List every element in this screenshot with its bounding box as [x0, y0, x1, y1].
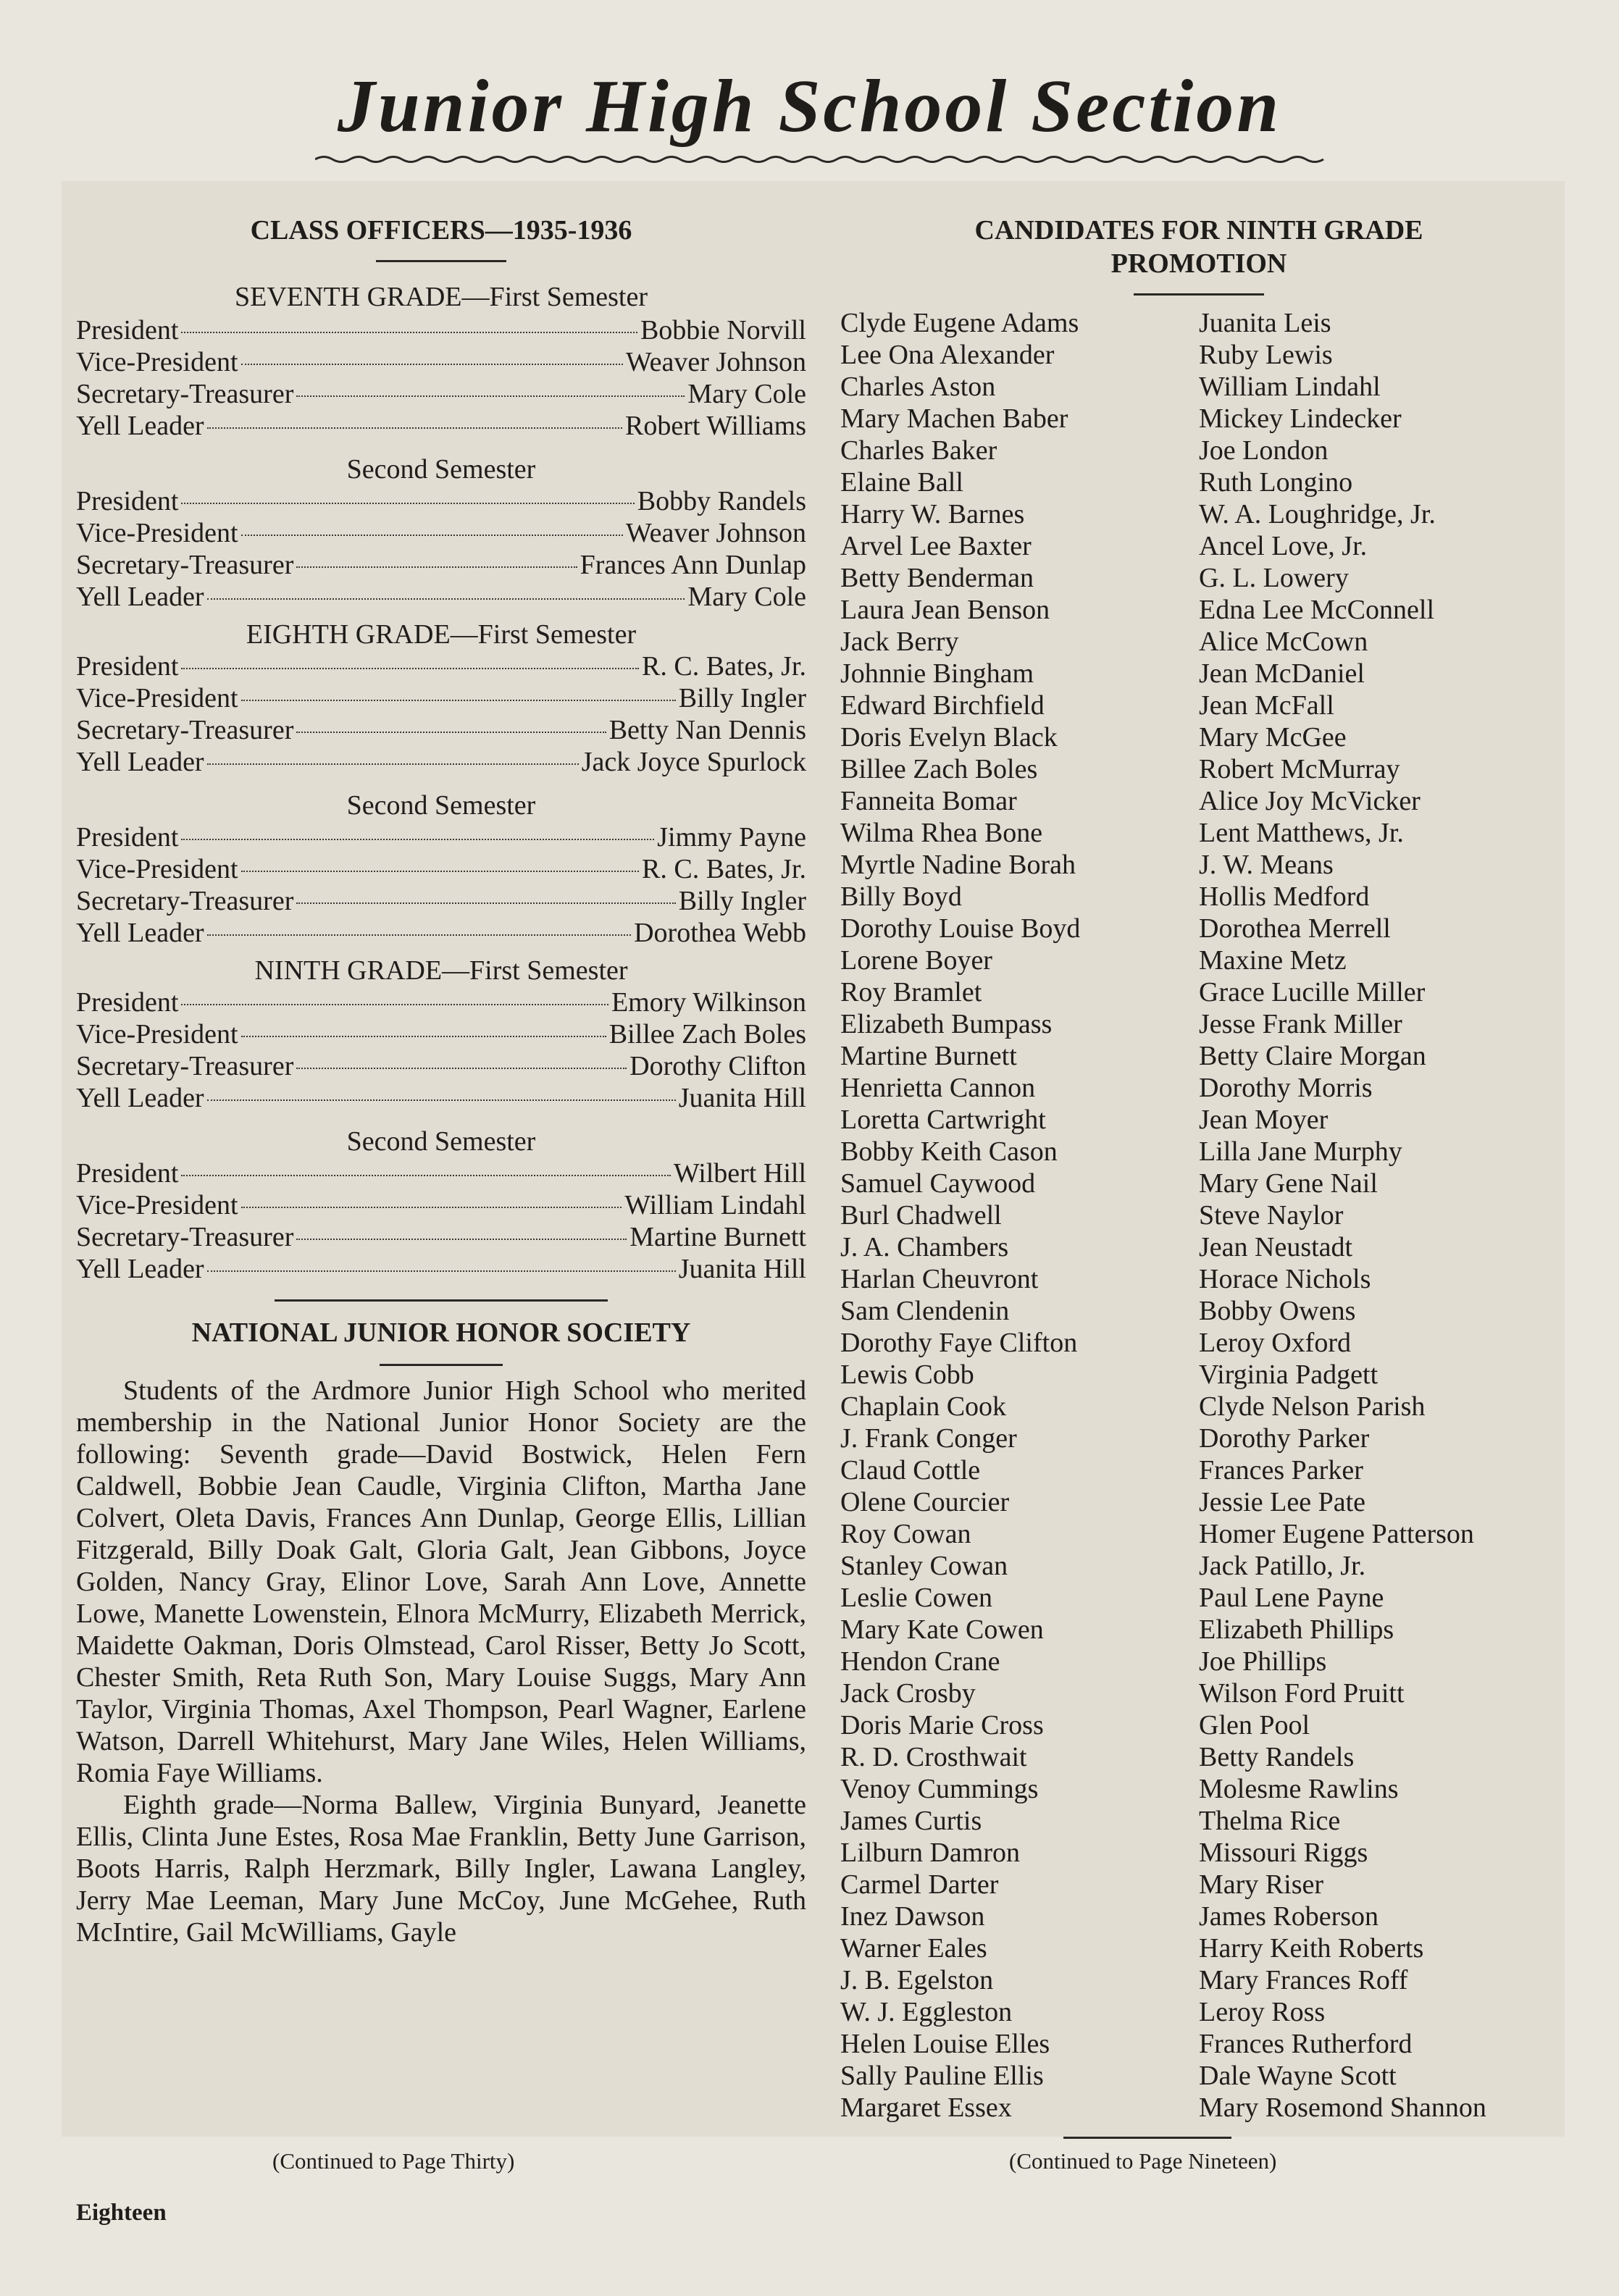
candidate-name: Sam Clendenin [840, 1296, 1010, 1326]
officer-name: Frances Ann Dunlap [580, 550, 806, 580]
candidates-heading-line2: PROMOTION [1110, 248, 1287, 279]
dot-leader [241, 1207, 622, 1208]
officer-role: Vice-President [76, 1019, 238, 1049]
candidate-name: Stanley Cowan [840, 1551, 1008, 1581]
officer-role: Secretary-Treasurer [76, 886, 294, 916]
grade-semester-title: Second Semester [346, 790, 536, 821]
candidate-name: Maxine Metz [1199, 945, 1347, 976]
candidate-name: Laura Jean Benson [840, 595, 1050, 625]
officer-role: President [76, 486, 179, 516]
officer-role: Vice-President [76, 1190, 238, 1220]
officer-name: Jack Joyce Spurlock [581, 747, 806, 777]
candidate-name: Mary Machen Baber [840, 403, 1068, 434]
dot-leader [296, 566, 577, 568]
officer-name: Bobby Randels [637, 486, 806, 516]
page-title: Junior High School Section [337, 64, 1282, 148]
dot-leader [241, 364, 623, 365]
dot-leader [207, 763, 579, 765]
officer-row [76, 1253, 806, 1285]
candidate-name: Sally Pauline Ellis [840, 2061, 1044, 2091]
candidate-name: Frances Parker [1199, 1455, 1363, 1486]
candidate-name: Arvel Lee Baxter [840, 531, 1032, 561]
candidate-name: J. A. Chambers [840, 1232, 1009, 1262]
dot-leader [241, 700, 676, 701]
dot-leader [181, 668, 639, 669]
officer-row [76, 410, 806, 442]
candidate-name: Homer Eugene Patterson [1199, 1519, 1474, 1549]
title-ornament-rule [315, 152, 1329, 167]
candidate-name: Paul Lene Payne [1199, 1583, 1384, 1613]
candidate-name: Mary Kate Cowen [840, 1614, 1044, 1645]
candidate-name: Jean McDaniel [1199, 658, 1365, 689]
candidate-name: Dorothy Parker [1199, 1423, 1370, 1454]
officer-name: Bobbie Norvill [640, 315, 806, 345]
candidate-name: Clyde Nelson Parish [1199, 1391, 1426, 1422]
officer-role: President [76, 651, 179, 682]
candidate-name: J. B. Egelston [840, 1965, 994, 1995]
candidate-name: Hollis Medford [1199, 881, 1370, 912]
candidate-name: Joe Phillips [1199, 1646, 1327, 1677]
officer-role: Yell Leader [76, 1254, 204, 1284]
candidate-name: Ruby Lewis [1199, 340, 1333, 370]
officer-row [76, 885, 806, 917]
grade-semester-title: EIGHTH GRADE—First Semester [246, 619, 637, 650]
candidate-name: Loretta Cartwright [840, 1105, 1046, 1135]
candidate-name: Missouri Riggs [1199, 1838, 1368, 1868]
dot-leader [296, 1068, 627, 1069]
candidate-name: Robert McMurray [1199, 754, 1400, 784]
officer-row [76, 517, 806, 549]
officer-row [76, 378, 806, 410]
candidate-name: J. Frank Conger [840, 1423, 1017, 1454]
candidates-heading-line1: CANDIDATES FOR NINTH GRADE [974, 215, 1423, 246]
officer-row [76, 485, 806, 517]
officer-name: Martine Burnett [629, 1222, 806, 1252]
candidate-name: Steve Naylor [1199, 1200, 1344, 1231]
officer-name: Weaver Johnson [625, 518, 806, 548]
grade-semester-title: NINTH GRADE—First Semester [254, 955, 628, 986]
candidate-name: Leslie Cowen [840, 1583, 993, 1613]
officer-name: Billy Ingler [678, 886, 806, 916]
officer-name: Juanita Hill [678, 1254, 806, 1284]
candidate-name: Leroy Ross [1199, 1997, 1326, 2027]
candidate-name: Alice McCown [1199, 627, 1368, 657]
divider [1063, 2137, 1231, 2139]
officer-role: Vice-President [76, 518, 238, 548]
officer-groups [76, 281, 806, 1285]
officer-row [76, 1050, 806, 1082]
candidate-name: Alice Joy McVicker [1199, 786, 1421, 816]
officer-name: Billee Zach Boles [608, 1019, 806, 1049]
candidate-name: Charles Aston [840, 372, 996, 402]
candidate-name: Lent Matthews, Jr. [1199, 818, 1404, 848]
candidate-name: Carmel Darter [840, 1869, 999, 1900]
candidate-name: Thelma Rice [1199, 1806, 1341, 1836]
officer-name: Billy Ingler [678, 683, 806, 713]
officer-row [76, 314, 806, 346]
candidate-name: Harry W. Barnes [840, 499, 1025, 529]
candidate-name: Martine Burnett [840, 1041, 1017, 1071]
candidate-name: Jessie Lee Pate [1199, 1487, 1366, 1517]
candidate-name: Chaplain Cook [840, 1391, 1007, 1422]
honor-society-paragraph: Students of the Ardmore Junior High School who merited membership in the National Junior Honor Society are the following: Seventh grade—David Bostwick, Helen Fern Caldwell, Bobbie Jean Caudle, Virginia Clifton, Martha Jane Colvert, Oleta Davis, Frances Ann Dunlap, George Ellis, Lillian Fitzgerald, Billy Doak Galt, Gloria Galt, Jean Gibbons, Joyce Golden, Nancy Gray, Elinor Love, Sarah Ann Love, Annette Lowe, Manette Lowenstein, Elnora McMurry, Elizabeth Merrick, Maidette Oakman, Doris Olmstead, Carol Risser, Betty Jo Scott, Chester Smith, Reta Ruth Son, Mary Louise Suggs, Mary Ann Taylor, Virginia Thomas, Axel Thompson, Pearl Wagner, Earlene Watson, Darrell Whitehurst, Mary Jane Wiles, Helen Williams, Romia Faye Williams. [76, 1375, 806, 1788]
continued-note-right: (Continued to Page Nineteen) [1009, 2148, 1277, 2174]
officer-row [76, 746, 806, 778]
officer-row [76, 821, 806, 853]
officer-row [76, 714, 806, 746]
continued-note-left: (Continued to Page Thirty) [272, 2148, 515, 2174]
candidate-name: Edward Birchfield [840, 690, 1045, 721]
divider [1134, 293, 1264, 296]
officer-name: Dorothea Webb [634, 918, 806, 948]
candidates-column-2 [1199, 307, 1557, 2124]
candidate-name: Warner Eales [840, 1933, 987, 1964]
candidate-name: Virginia Padgett [1199, 1359, 1379, 1390]
candidate-name: Jean McFall [1199, 690, 1334, 721]
officer-role: Yell Leader [76, 1083, 204, 1113]
officer-row [76, 853, 806, 885]
candidate-name: James Roberson [1199, 1901, 1379, 1932]
candidate-name: Johnnie Bingham [840, 658, 1034, 689]
officer-role: Secretary-Treasurer [76, 379, 294, 409]
officer-row [76, 1018, 806, 1050]
dot-leader [181, 839, 654, 840]
officer-row [76, 650, 806, 682]
officer-name: Mary Cole [687, 379, 806, 409]
divider [376, 260, 506, 262]
officer-role: Yell Leader [76, 411, 204, 441]
officer-name: Betty Nan Dennis [608, 715, 806, 745]
left-column [76, 206, 806, 1948]
candidate-name: Henrietta Cannon [840, 1073, 1036, 1103]
candidate-name: Bobby Keith Cason [840, 1136, 1058, 1167]
officer-row [76, 917, 806, 949]
officer-role: Yell Leader [76, 918, 204, 948]
dot-leader [241, 871, 640, 872]
candidates-column-1 [840, 307, 1199, 2124]
grade-semester-title: SEVENTH GRADE—First Semester [235, 282, 648, 312]
officer-role: President [76, 1158, 179, 1189]
officer-name: R. C. Bates, Jr. [642, 854, 806, 884]
candidate-name: Joe London [1199, 435, 1329, 466]
candidate-name: J. W. Means [1199, 850, 1334, 880]
officer-name: Emory Wilkinson [611, 987, 806, 1018]
grade-semester-title: Second Semester [346, 454, 536, 485]
candidate-name: Wilma Rhea Bone [840, 818, 1043, 848]
officer-role: Secretary-Treasurer [76, 1222, 294, 1252]
candidate-name: Doris Evelyn Black [840, 722, 1058, 753]
officer-row [76, 1082, 806, 1114]
candidate-name: Betty Randels [1199, 1742, 1355, 1772]
dot-leader [207, 934, 632, 936]
candidate-name: Betty Claire Morgan [1199, 1041, 1426, 1071]
dot-leader [181, 503, 634, 504]
candidate-name: Claud Cottle [840, 1455, 981, 1486]
candidate-name: Elizabeth Bumpass [840, 1009, 1053, 1039]
candidate-name: Molesme Rawlins [1199, 1774, 1399, 1804]
candidate-name: Lewis Cobb [840, 1359, 974, 1390]
honor-society-paragraph-eighth: Eighth grade—Norma Ballew, Virginia Bunyard, Jeanette Ellis, Clinta June Estes, Rosa Mae Franklin, Betty June Garrison, Boots Harris, Ralph Herzmark, Billy Ingler, Lawana Langley, Jerry Mae Leeman, Mary June McCoy, June McGehee, Ruth McIntire, Gail McWilliams, Gayle [76, 1790, 806, 1948]
dot-leader [296, 395, 685, 397]
candidate-name: Mary Gene Nail [1199, 1168, 1378, 1199]
officer-role: President [76, 315, 179, 345]
officer-name: Robert Williams [624, 411, 806, 441]
officer-row [76, 581, 806, 613]
candidate-name: Roy Cowan [840, 1519, 971, 1549]
candidate-name: Juanita Leis [1199, 308, 1331, 338]
candidate-name: Glen Pool [1199, 1710, 1310, 1740]
candidate-name: Fanneita Bomar [840, 786, 1017, 816]
candidate-name: Venoy Cummings [840, 1774, 1039, 1804]
officer-role: Yell Leader [76, 582, 204, 612]
candidate-name: Dorothy Morris [1199, 1073, 1373, 1103]
officer-name: Weaver Johnson [625, 347, 806, 377]
candidate-name: William Lindahl [1199, 372, 1381, 402]
candidate-name: W. J. Eggleston [840, 1997, 1013, 2027]
candidate-name: Dale Wayne Scott [1199, 2061, 1397, 2091]
officer-role: Vice-President [76, 347, 238, 377]
candidate-name: Mary Frances Roff [1199, 1965, 1408, 1995]
candidate-name: Lilburn Damron [840, 1838, 1021, 1868]
officer-name: William Lindahl [624, 1190, 806, 1220]
candidate-name: Clyde Eugene Adams [840, 308, 1079, 338]
officer-row [76, 1157, 806, 1189]
divider [275, 1299, 608, 1302]
officer-name: Dorothy Clifton [629, 1051, 806, 1081]
candidate-name: Dorothea Merrell [1199, 913, 1391, 944]
candidate-name: Margaret Essex [840, 2092, 1012, 2123]
candidate-name: W. A. Loughridge, Jr. [1199, 499, 1436, 529]
officer-role: Secretary-Treasurer [76, 550, 294, 580]
candidate-name: Mary McGee [1199, 722, 1347, 753]
candidate-name: Billee Zach Boles [840, 754, 1038, 784]
candidate-name: Elaine Ball [840, 467, 963, 498]
candidate-name: Leroy Oxford [1199, 1328, 1351, 1358]
officer-name: R. C. Bates, Jr. [642, 651, 806, 682]
candidate-name: Olene Courcier [840, 1487, 1010, 1517]
candidate-name: Mary Rosemond Shannon [1199, 2092, 1486, 2123]
candidate-name: Doris Marie Cross [840, 1710, 1044, 1740]
class-officers-heading: CLASS OFFICERS—1935-1936 [250, 215, 632, 246]
candidate-name: Frances Rutherford [1199, 2029, 1413, 2059]
officer-role: Secretary-Treasurer [76, 1051, 294, 1081]
officer-name: Wilbert Hill [673, 1158, 806, 1189]
candidate-name: Dorothy Louise Boyd [840, 913, 1081, 944]
officer-row [76, 986, 806, 1018]
officer-row [76, 1221, 806, 1253]
dot-leader [207, 598, 685, 600]
candidate-name: Harlan Cheuvront [840, 1264, 1039, 1294]
candidate-name: Hendon Crane [840, 1646, 1000, 1677]
dot-leader [207, 1099, 676, 1101]
candidate-name: R. D. Crosthwait [840, 1742, 1027, 1772]
dot-leader [181, 332, 637, 333]
candidate-name: Jean Moyer [1199, 1105, 1329, 1135]
dot-leader [207, 1270, 676, 1272]
officer-role: President [76, 822, 179, 852]
right-column [840, 206, 1557, 2124]
candidate-name: Roy Bramlet [840, 977, 982, 1007]
officer-row [76, 682, 806, 714]
candidate-name: Bobby Owens [1199, 1296, 1356, 1326]
officer-row [76, 1189, 806, 1221]
candidate-name: Billy Boyd [840, 881, 962, 912]
candidate-name: Inez Dawson [840, 1901, 985, 1932]
candidate-name: Elizabeth Phillips [1199, 1614, 1394, 1645]
honor-society-heading: NATIONAL JUNIOR HONOR SOCIETY [191, 1317, 691, 1348]
officer-role: Vice-President [76, 854, 238, 884]
officer-row [76, 346, 806, 378]
candidate-name: James Curtis [840, 1806, 982, 1836]
candidate-name: Harry Keith Roberts [1199, 1933, 1424, 1964]
candidate-name: Jack Crosby [840, 1678, 976, 1709]
candidate-name: Horace Nichols [1199, 1264, 1371, 1294]
officer-role: Vice-President [76, 683, 238, 713]
dot-leader [296, 732, 606, 733]
officer-role: Yell Leader [76, 747, 204, 777]
candidate-name: Burl Chadwell [840, 1200, 1002, 1231]
candidate-name: Jesse Frank Miller [1199, 1009, 1402, 1039]
candidate-name: Mickey Lindecker [1199, 403, 1402, 434]
page-number: Eighteen [76, 2200, 167, 2226]
dot-leader [241, 1036, 606, 1037]
dot-leader [296, 902, 675, 904]
candidate-name: Wilson Ford Pruitt [1199, 1678, 1405, 1709]
candidate-name: Lorene Boyer [840, 945, 992, 976]
officer-name: Mary Cole [687, 582, 806, 612]
candidate-name: Jack Patillo, Jr. [1199, 1551, 1366, 1581]
officer-name: Juanita Hill [678, 1083, 806, 1113]
candidate-name: Dorothy Faye Clifton [840, 1328, 1078, 1358]
dot-leader [207, 427, 622, 429]
candidate-name: Edna Lee McConnell [1199, 595, 1435, 625]
candidate-name: Mary Riser [1199, 1869, 1324, 1900]
dot-leader [181, 1004, 608, 1005]
candidate-name: Lilla Jane Murphy [1199, 1136, 1402, 1167]
candidate-name: Ruth Longino [1199, 467, 1353, 498]
dot-leader [296, 1239, 627, 1240]
divider [380, 1364, 503, 1366]
candidate-name: Ancel Love, Jr. [1199, 531, 1368, 561]
dot-leader [181, 1175, 670, 1176]
candidate-name: Jean Neustadt [1199, 1232, 1353, 1262]
candidates-list [840, 307, 1557, 2124]
officer-name: Jimmy Payne [657, 822, 806, 852]
candidate-name: Betty Benderman [840, 563, 1034, 593]
dot-leader [241, 535, 623, 536]
candidate-name: Samuel Caywood [840, 1168, 1036, 1199]
grade-semester-title: Second Semester [346, 1126, 536, 1157]
officer-row [76, 549, 806, 581]
candidate-name: Jack Berry [840, 627, 959, 657]
candidate-name: Grace Lucille Miller [1199, 977, 1426, 1007]
officer-role: President [76, 987, 179, 1018]
candidate-name: Helen Louise Elles [840, 2029, 1050, 2059]
candidate-name: G. L. Lowery [1199, 563, 1349, 593]
candidate-name: Lee Ona Alexander [840, 340, 1055, 370]
officer-role: Secretary-Treasurer [76, 715, 294, 745]
candidate-name: Charles Baker [840, 435, 997, 466]
candidate-name: Myrtle Nadine Borah [840, 850, 1076, 880]
